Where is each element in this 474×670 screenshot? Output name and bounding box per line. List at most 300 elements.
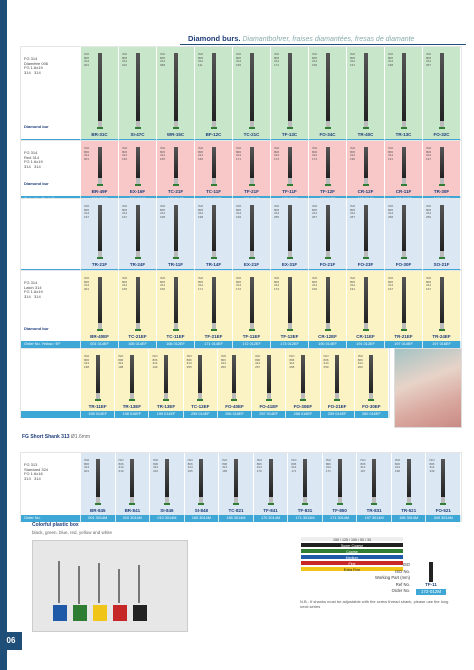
bur-cell	[81, 47, 119, 139]
bur-pin	[118, 569, 120, 603]
shank-dim: Ø1.6mm	[70, 434, 91, 440]
bur-pin	[138, 565, 140, 603]
grit-ring-icon	[287, 257, 293, 259]
bur-iso: ISO 806 314 166	[160, 276, 166, 291]
black-block	[133, 605, 147, 621]
bur-cell	[309, 199, 347, 269]
grit-ring-icon	[300, 399, 306, 401]
grit-numbers: 150 / 125 / 100 / 50 / 30	[300, 536, 404, 542]
grit-ring-icon	[135, 127, 141, 129]
bur-cell	[385, 141, 423, 196]
bur-cell	[254, 453, 289, 515]
order-number: 001 014EF	[81, 341, 119, 348]
bur-iso: ISO 806 314 199	[152, 354, 158, 369]
bur-code: BR-49F	[91, 189, 108, 194]
bur-iso: ISO 806 314 171	[274, 52, 280, 67]
bur-icon	[288, 205, 292, 251]
order-number: 258 016EF	[286, 411, 320, 418]
bur-cell	[321, 349, 355, 411]
bur-cell	[195, 47, 233, 139]
grit-ring-icon	[401, 257, 407, 259]
bur-icon	[130, 459, 134, 497]
order-number: 190 014EF	[309, 341, 347, 348]
bur-cell	[271, 47, 309, 139]
order-row	[21, 341, 461, 348]
bur-iso: ISO 806 314 199	[236, 204, 242, 219]
bur-cell	[81, 349, 115, 411]
bur-code: TR-24F	[129, 262, 146, 267]
bur-cell	[309, 47, 347, 139]
bur-code: TR-21F	[91, 262, 108, 267]
grit-ring-icon	[211, 184, 217, 186]
bur-iso: ISO 806 314 165	[160, 146, 166, 161]
grit-ring-icon	[287, 184, 293, 186]
bur-info-cell	[21, 141, 81, 196]
bur-iso: ISO 806 314 191	[388, 146, 394, 161]
bur-row	[21, 47, 461, 139]
bur-cell	[423, 141, 461, 196]
bur-icon	[164, 355, 168, 393]
shank-info: FG 314 Diamètre 006 FG 1.6x19 314 314	[24, 56, 49, 75]
section6-block	[20, 452, 462, 522]
grit-ring-icon	[211, 127, 217, 129]
order-number: 166 012EF	[157, 341, 195, 348]
bur-icon	[269, 459, 273, 497]
bur-cell	[385, 199, 423, 269]
bur-icon	[98, 205, 102, 251]
bur-icon	[250, 205, 254, 251]
bur-icon	[212, 205, 216, 251]
bur-icon	[326, 277, 330, 323]
bur-cell	[347, 199, 385, 269]
bur-cell	[157, 141, 195, 196]
bur-cell	[81, 141, 119, 196]
bur-cell	[271, 271, 309, 341]
grit-ring-icon	[97, 257, 103, 259]
bur-iso: ISO 806 314 258	[289, 354, 295, 369]
grit-ring-icon	[97, 329, 103, 331]
bur-icon	[98, 147, 102, 178]
bur-iso: ISO 806 314 171	[291, 458, 297, 473]
order-number: 010 3014M	[150, 515, 185, 522]
bur-cell	[81, 271, 119, 341]
bur-code: SI-848	[194, 508, 209, 513]
bur-code: TC-21F	[167, 189, 184, 194]
bur-code: TF-12EF	[280, 334, 299, 339]
bur-iso: ISO 806 314 166	[198, 146, 204, 161]
section3-block	[20, 198, 462, 276]
bur-cell	[195, 271, 233, 341]
bur-icon	[441, 459, 445, 497]
bur-cell	[185, 453, 220, 515]
grit-ring-icon	[135, 257, 141, 259]
bur-pin	[58, 561, 60, 603]
bur-cell	[195, 199, 233, 269]
bur-iso: ISO 806 314 197	[360, 458, 366, 473]
bur-iso: ISO 806 314 165	[122, 276, 128, 291]
bur-cell	[119, 47, 157, 139]
green-block	[73, 605, 87, 621]
bur-code: TF-850	[332, 508, 347, 513]
bur-icon	[136, 205, 140, 251]
order-label: Order No.	[21, 515, 81, 522]
bur-code: BR-841	[124, 508, 141, 513]
grit-ring-icon	[266, 399, 272, 401]
bur-iso: ISO 806 314 001	[84, 276, 90, 291]
order-number: 255 014EF	[184, 411, 218, 418]
bur-code: FO-34C	[319, 132, 336, 137]
bur-cell	[271, 141, 309, 196]
bur-cell	[116, 453, 151, 515]
bur-iso: ISO 806 314 255	[186, 354, 192, 369]
order-number: 198 3014M	[392, 515, 427, 522]
bur-icon	[136, 147, 140, 178]
bur-iso: ISO 806 314 173	[274, 276, 280, 291]
grit-ring-icon	[233, 503, 239, 505]
bur-icon	[250, 147, 254, 178]
shank-title: FG Short Shank 313	[22, 434, 70, 440]
bur-icon	[288, 277, 292, 323]
bur-code: TR-11EF	[88, 404, 107, 409]
grit-ring-icon	[129, 503, 135, 505]
bur-code: EX-21F	[243, 262, 260, 267]
bur-row	[21, 271, 461, 341]
order-number: 001 3014M	[81, 515, 116, 522]
grit-legend-row: Coarse	[300, 548, 404, 554]
grit-ring-icon	[197, 399, 203, 401]
bur-info-cell	[21, 47, 81, 139]
bur-icon	[234, 459, 238, 497]
order-number: 010 3014M	[116, 515, 151, 522]
bur-code: SI-47C	[130, 132, 145, 137]
sample-bur	[416, 562, 446, 595]
order-number: 260 018EF	[355, 411, 389, 418]
grit-ring-icon	[363, 257, 369, 259]
legend-label: Diamond bur	[24, 326, 49, 331]
bur-iso: ISO 806 314 191	[350, 276, 356, 291]
bur-iso: ISO 806 314 001	[84, 146, 90, 161]
bur-icon	[440, 53, 444, 121]
bur-cell	[347, 141, 385, 196]
bur-code: TF-831	[297, 508, 313, 513]
bur-icon	[402, 53, 406, 121]
shank-info: FG 314 Latch 314 FG 1.6x19 314 314	[24, 280, 43, 299]
bur-icon	[198, 355, 202, 393]
bur-iso: ISO 806 314 198	[394, 458, 401, 473]
bur-iso: ISO 806 314 010	[153, 458, 159, 473]
grit-ring-icon	[401, 329, 407, 331]
grit-ring-icon	[135, 329, 141, 331]
bur-code: TR-11F	[167, 262, 183, 267]
order-number: 165 3014M	[185, 515, 220, 522]
bur-iso: ISO 806 314 260	[357, 354, 363, 369]
sample-order: 172-012M	[416, 589, 446, 596]
bur-iso: ISO 806 314 190	[350, 146, 356, 161]
bur-iso: ISO 806 314 171	[198, 276, 204, 291]
order-number: 165 014EF	[119, 341, 157, 348]
bur-icon	[364, 205, 368, 251]
bur-pin	[98, 563, 100, 603]
bur-cell	[219, 453, 254, 515]
bur-icon	[288, 53, 292, 121]
bur-cell	[423, 271, 461, 341]
bur-code: FO-30EF	[293, 404, 313, 409]
grit-ring-icon	[211, 257, 217, 259]
grit-ring-icon	[249, 257, 255, 259]
bur-code: FO-521	[435, 508, 451, 513]
bur-icon	[174, 147, 178, 178]
bur-icon	[130, 355, 134, 393]
bur-icon	[407, 459, 411, 497]
grit-ring-icon	[401, 184, 407, 186]
bur-cell	[347, 271, 385, 341]
shank-info: FG 313 Standard 324 FG 1.6x16 313 314	[24, 462, 49, 481]
bur-icon	[402, 277, 406, 323]
bur-icon	[301, 355, 305, 393]
bur-code: TR-14F	[205, 262, 222, 267]
bur-cell	[385, 271, 423, 341]
order-number: 198 014EF	[81, 411, 115, 418]
order-number: 198 016EF	[115, 411, 149, 418]
bur-code: TF-11F	[282, 189, 297, 194]
bur-info-cell	[21, 271, 81, 341]
bur-iso: ISO 806 314 258	[388, 204, 394, 219]
bur-icon	[165, 459, 169, 497]
grit-legend-row: Fine	[300, 560, 404, 566]
bur-icon	[335, 355, 339, 393]
bur-icon	[369, 355, 373, 393]
grit-ring-icon	[287, 329, 293, 331]
bur-cell	[81, 453, 116, 515]
bur-code: CR-11EF	[356, 334, 375, 339]
shank-label	[22, 434, 90, 440]
bur-icon	[364, 277, 368, 323]
bur-iso: ISO 806 314 197	[388, 276, 394, 291]
order-number: 259 014EF	[321, 411, 355, 418]
bur-code: FO-32C	[433, 132, 450, 137]
bur-iso: ISO 806 314 257	[350, 204, 356, 219]
bur-iso: ISO 806 314 001	[84, 458, 90, 473]
bur-code: FO-30EF	[362, 404, 381, 409]
grit-ring-icon	[249, 184, 255, 186]
order-number: 197 014EF	[385, 341, 423, 348]
bur-code: SO-21F	[433, 262, 450, 267]
bur-cell	[392, 453, 427, 515]
bur-iso: ISO 806 314 255	[274, 204, 280, 219]
bur-icon	[212, 277, 216, 323]
bur-iso: ISO 806 314 001	[84, 52, 90, 67]
bur-icon	[98, 53, 102, 121]
bur-info-cell	[21, 199, 81, 269]
shank-info: FG 314 Red 314 FG 1.6x19 314 314	[24, 150, 43, 169]
bur-cell	[309, 141, 347, 196]
bur-icon	[440, 147, 444, 178]
bur-icon	[326, 147, 330, 178]
grit-ring-icon	[97, 127, 103, 129]
bur-code: TR-521	[401, 508, 417, 513]
bur-code: EX-16F	[129, 189, 146, 194]
bur-code: CR-12F	[357, 189, 374, 194]
bur-iso: ISO 806 314 256	[220, 354, 227, 369]
order-number: 165 3014M	[219, 515, 254, 522]
bur-icon	[136, 53, 140, 121]
bur-icon	[250, 277, 254, 323]
bur-code: TR-30F	[433, 189, 450, 194]
bur-iso: ISO 806 314 197	[122, 204, 128, 219]
section4-block	[20, 270, 462, 348]
bur-iso: ISO 806 314 198	[388, 52, 394, 67]
legend-label: Diamond bur	[24, 181, 49, 186]
bur-cell	[81, 199, 119, 269]
grit-ring-icon	[406, 503, 412, 505]
grit-ring-icon	[325, 329, 331, 331]
order-number: 171 3014M	[288, 515, 323, 522]
grit-ring-icon	[129, 399, 135, 401]
bur-iso: ISO 806 314 173	[312, 146, 318, 161]
grit-ring-icon	[302, 503, 308, 505]
bur-icon	[364, 147, 368, 178]
bur-row	[21, 349, 389, 411]
bur-icon	[338, 459, 342, 497]
bur-code: CR-11F	[395, 189, 412, 194]
bur-cell	[195, 141, 233, 196]
bur-code: TR-13C	[395, 132, 412, 137]
grit-legend-row: Super Coarse	[300, 542, 404, 548]
bur-cell	[157, 47, 195, 139]
section1-block	[20, 46, 462, 146]
bur-icon	[372, 459, 376, 497]
bur-code: FO-40EF	[225, 404, 244, 409]
bur-cell	[309, 271, 347, 341]
bur-icon	[199, 459, 203, 497]
bur-cell	[157, 199, 195, 269]
bur-cell	[184, 349, 218, 411]
grit-ring-icon	[325, 184, 331, 186]
bur-icon	[250, 53, 254, 121]
grit-ring-icon	[164, 503, 170, 505]
yellow-block	[93, 605, 107, 621]
section2-block	[20, 140, 462, 203]
grit-ring-icon	[249, 329, 255, 331]
grit-legend-row: Extra Fine	[300, 566, 404, 572]
bur-cell	[233, 141, 271, 196]
bur-cell	[355, 349, 389, 411]
bur-cell	[271, 199, 309, 269]
bur-code: TC-12EF	[191, 404, 210, 409]
bur-code: BF-12C	[205, 132, 222, 137]
bur-cell	[233, 199, 271, 269]
grit-ring-icon	[363, 184, 369, 186]
bur-icon	[174, 277, 178, 323]
page-sidebar	[0, 0, 7, 670]
bur-cell	[323, 453, 358, 515]
bur-icon	[96, 459, 100, 497]
blue-block	[53, 605, 67, 621]
grit-ring-icon	[363, 329, 369, 331]
bur-iso: ISO 806 314 171	[236, 146, 242, 161]
grit-ring-icon	[440, 503, 446, 505]
order-number: 170 3014M	[254, 515, 289, 522]
order-number: 256 018EF	[218, 411, 252, 418]
bur-cell	[218, 349, 252, 411]
bur-iso: ISO 806 314 257	[255, 354, 261, 369]
grit-ring-icon	[439, 329, 445, 331]
bur-iso: ISO 806 314 259	[426, 204, 432, 219]
order-number: 199 014EF	[149, 411, 183, 418]
bur-cell	[347, 47, 385, 139]
bur-iso: ISO 806 314 259	[323, 354, 329, 369]
grit-ring-icon	[231, 399, 237, 401]
bur-code: BR-845	[90, 508, 106, 513]
bur-icon	[232, 355, 236, 393]
grit-legend-row: Medium	[300, 554, 404, 560]
grit-ring-icon	[95, 503, 101, 505]
bur-code: TF-21EF	[204, 334, 223, 339]
bur-iso: ISO 806 314 170	[256, 458, 262, 473]
red-block	[113, 605, 127, 621]
grit-ring-icon	[325, 127, 331, 129]
grit-ring-icon	[95, 399, 101, 401]
bur-icon	[288, 147, 292, 178]
plastic-box-title: Colorful plastic box	[32, 522, 79, 528]
bur-icon	[402, 147, 406, 178]
footnote: N.B.: If shanks must be adjustable with the screw thread shank, please use the long neck series	[300, 599, 449, 609]
bur-icon	[303, 459, 307, 497]
bur-pin	[78, 566, 80, 604]
grit-ring-icon	[198, 503, 204, 505]
bur-cell	[385, 47, 423, 139]
bur-cell	[115, 349, 149, 411]
bur-cell	[252, 349, 286, 411]
plastic-box-photo	[32, 540, 188, 632]
bur-code: TF-11EF	[242, 334, 261, 339]
bur-icon	[98, 277, 102, 323]
bur-cell	[150, 453, 185, 515]
bur-code: WR-15C	[166, 132, 185, 137]
grit-ring-icon	[249, 127, 255, 129]
bur-code: FO-30F	[395, 262, 412, 267]
bur-cell	[119, 141, 157, 196]
grit-ring-icon	[368, 399, 374, 401]
bur-cell	[157, 271, 195, 341]
bur-iso: ISO 806 314 349	[429, 458, 435, 473]
grit-ring-icon	[439, 184, 445, 186]
bur-row	[21, 199, 461, 269]
bur-iso: ISO 806 314 165	[222, 458, 228, 473]
bur-iso: ISO 806 314 165	[187, 458, 193, 473]
bur-iso: ISO 806 314 172	[274, 146, 280, 161]
bur-cell	[426, 453, 461, 515]
bur-code: FO-21F	[319, 262, 336, 267]
section5-block	[20, 348, 390, 418]
bur-iso: ISO 806 314 257	[312, 204, 318, 219]
bur-code: TC-21EF	[128, 334, 147, 339]
bur-iso: ISO 806 314 198	[160, 204, 166, 219]
bur-iso: ISO 806 314 197	[350, 52, 356, 67]
order-number: 257 014EF	[252, 411, 286, 418]
order-number: 171 3014M	[323, 515, 358, 522]
bur-info-cell	[21, 349, 81, 411]
bur-icon	[136, 277, 140, 323]
grit-ring-icon	[401, 127, 407, 129]
bur-code: FO-41EF	[259, 404, 278, 409]
order-number: 197 3014M	[357, 515, 392, 522]
bur-code: TR-13EF	[122, 404, 141, 409]
bur-code: CR-12EF	[318, 334, 337, 339]
bur-code: TR-40C	[357, 132, 374, 137]
order-row	[21, 411, 389, 418]
bur-icon	[440, 277, 444, 323]
